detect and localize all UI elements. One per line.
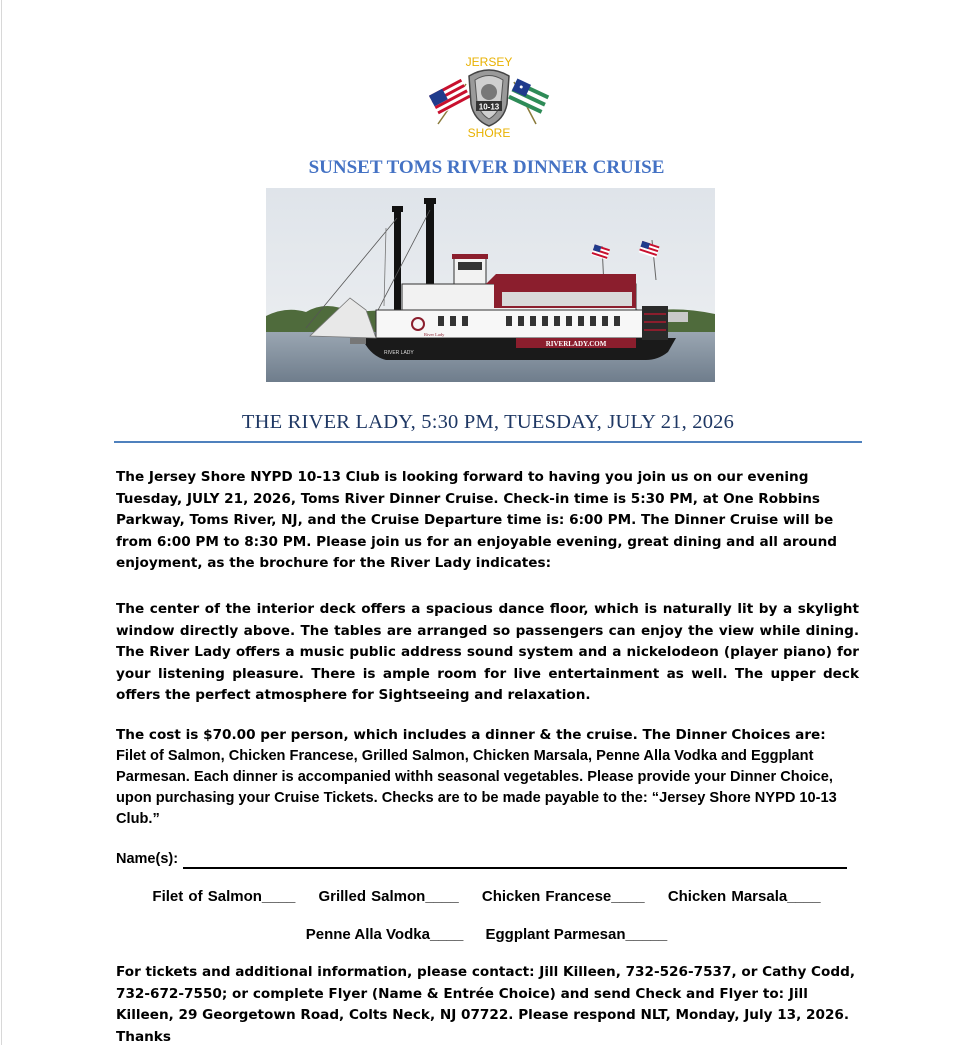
names-label: Name(s): [116, 851, 179, 867]
hull-label: River Lady [424, 332, 445, 337]
dinner-choices-row-2 [0, 926, 973, 943]
event-heading: THE RIVER LADY, 5:30 PM, TUESDAY, JULY 21, 2026 [241, 411, 735, 433]
choice-grilled-salmon[interactable]: Grilled Salmon____ [318, 888, 459, 905]
page-title: SUNSET TOMS RIVER DINNER CRUISE [308, 157, 665, 178]
choice-eggplant-parmesan[interactable]: Eggplant Parmesan_____ [485, 926, 668, 943]
logo-badge-number: 10-13 [478, 102, 500, 112]
club-logo-graphic [424, 54, 554, 140]
logo-bottom-text: SHORE [467, 126, 511, 140]
river-lady-photo [266, 188, 715, 382]
logo-top-text: JERSEY [465, 55, 513, 69]
cost-line: The cost is $70.00 per person, which includes a dinner & the cruise. The Dinner Choices are: [116, 727, 826, 743]
dinner-choices-row-1 [0, 888, 973, 905]
boat-name: RIVER LADY [384, 350, 414, 356]
club-logo [424, 54, 554, 140]
contact-paragraph: For tickets and additional information, please contact: Jill Killeen, 732-526-7537, or Cathy Codd, 732-672-7550; or complete Flyer (Name & Entrée Choice) and send Check and Flyer to: Jill Killeen, 29 Georgetown Road, Colts Neck, NJ 07722. Please respond NLT, Monday, July 13, 2026. Thanks [116, 964, 855, 1045]
description-paragraph: The center of the interior deck offers a spacious dance floor, which is naturally lit by a skylight window directly above. The tables are arranged so passengers can enjoy the view while dining. The River Lady offers a music public address sound system and a nickelodeon (player piano) for your listening pleasure. There is ample room for live entertainment as well. The upper deck offers the perfect atmosphere for Sightseeing and relaxation. [116, 601, 859, 703]
dinner-choices-text: Filet of Salmon, Chicken Francese, Grilled Salmon, Chicken Marsala, Penne Al‍la Vodka and Eggplant Parmesan. Each dinner is accompanied withh seasonal vegetables. Please provide your Dinner Choice, upon purchasing your Cruise Tickets. Checks are to be made payable to the: “Jersey Shore NYPD 10-13 Club.” [116, 748, 837, 827]
choice-penne-alla-vodka[interactable]: Penne Alla Vodka____ [305, 926, 464, 943]
names-write-in-line[interactable] [183, 867, 847, 869]
choice-chicken-marsala[interactable]: Chicken Marsala____ [667, 888, 821, 905]
hull-sign: RIVERLADY.COM [545, 340, 607, 348]
intro-paragraph: The Jersey Shore NYPD 10-13 Club is looking forward to having you join us on our evening Tuesday, JULY 21, 2026, Toms River Dinner Cruise. Check-in time is 5:30 PM, at One Robbins Parkway, Toms River, NJ, and the Cruise Departure time is: 6:00 PM. The Dinner Cruise will be from 6:00 PM to 8:30 PM. Please join us for an enjoyable evening, great dining and all around enjoyment, as the brochure for the River Lady indicates: [116, 469, 838, 571]
cost-paragraph [116, 725, 859, 830]
heading-divider [114, 441, 862, 443]
choice-filet-of-salmon[interactable]: Filet of Salmon____ [152, 888, 296, 905]
choice-chicken-francese[interactable]: Chicken Francese____ [481, 888, 645, 905]
